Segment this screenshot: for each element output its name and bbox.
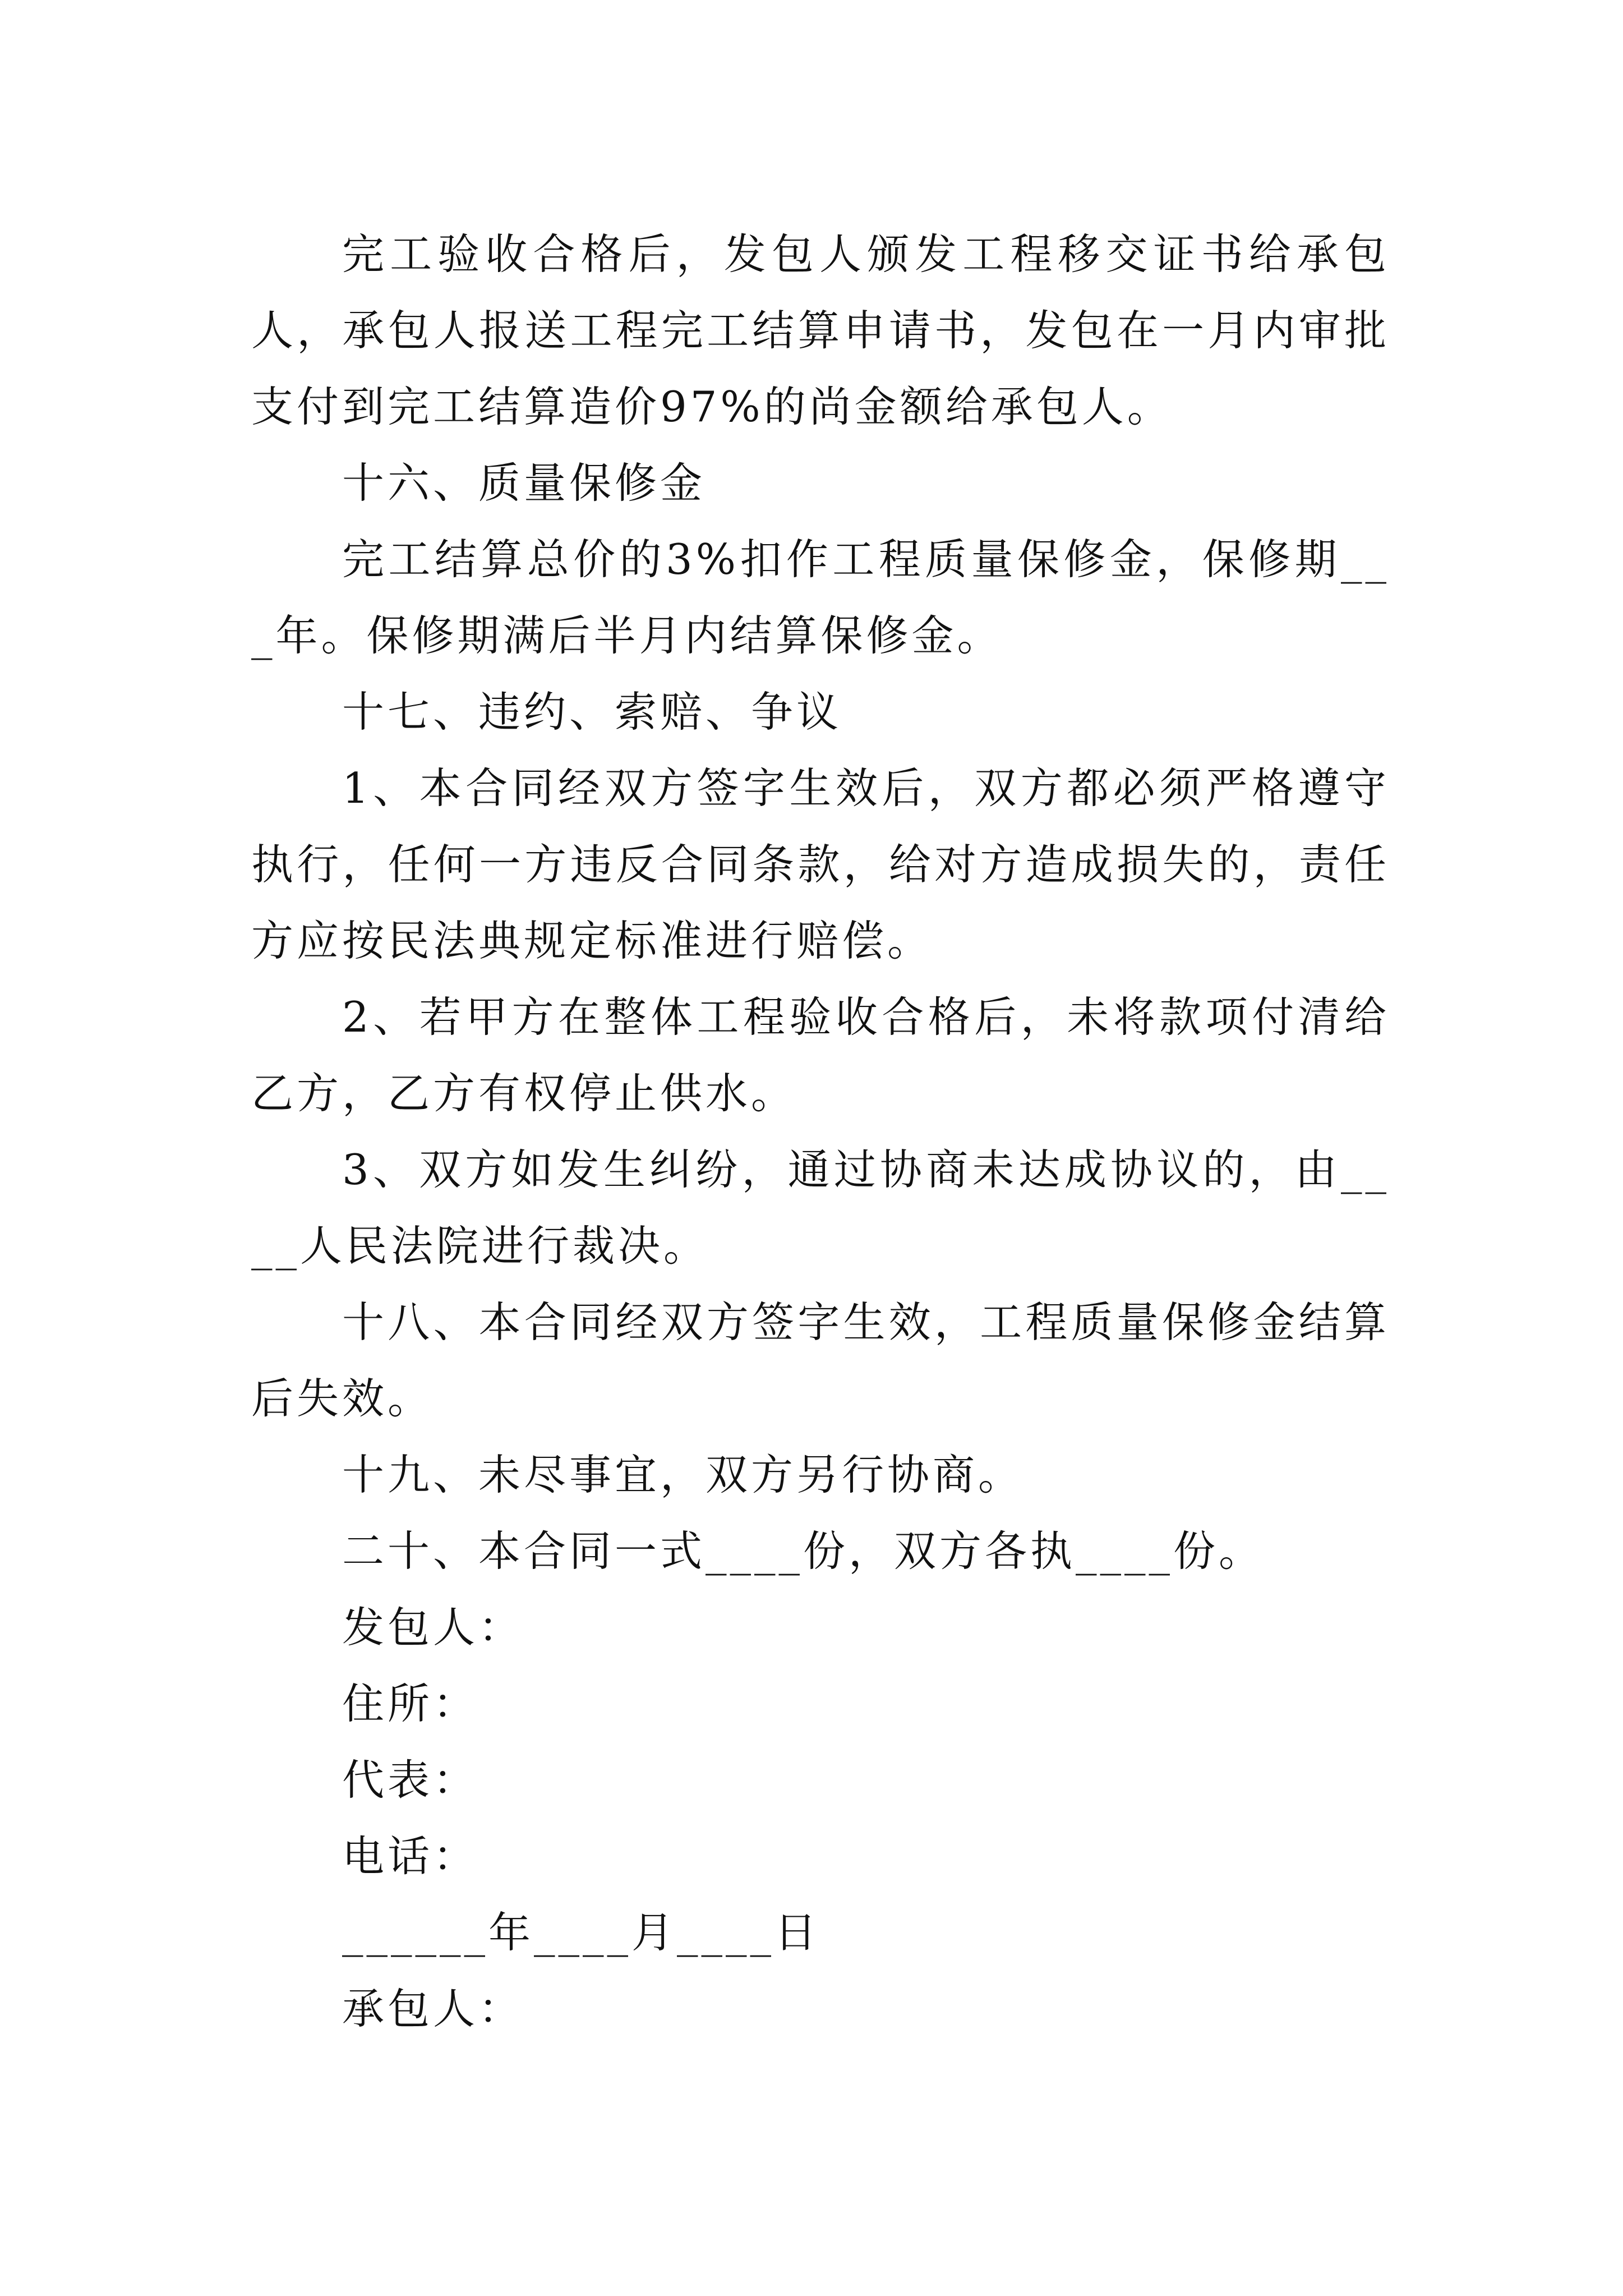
employer-label: 发包人： [342, 1603, 524, 1652]
paragraph-water-supply-suspension: 2、若甲方在整体工程验收合格后，未将款项付清给乙方，乙方有权停止供水。 [251, 992, 1390, 1118]
contract-text [251, 216, 1390, 2047]
paragraph-completion-payment: 完工验收合格后，发包人颁发工程移交证书给承包人，承包人报送工程完工结算申请书，发包在一月内审批支付到完工结算造价97%的尚金额给承包人。 [251, 229, 1390, 431]
phone-label: 电话： [342, 1832, 479, 1881]
paragraph-breach-compensation: 1、本合同经双方签字生效后，双方都必须严格遵守执行，任何一方违反合同条款，给对方造成损失的，责任方应按民法典规定标准进行赔偿。 [251, 763, 1390, 965]
paragraph-effectiveness: 十八、本合同经双方签字生效，工程质量保修金结算后失效。 [251, 1297, 1390, 1423]
address-label: 住所： [342, 1679, 479, 1728]
heading-breach-claims-disputes: 十七、违约、索赔、争议 [342, 687, 842, 737]
heading-quality-warranty: 十六、质量保修金 [342, 458, 706, 508]
paragraph-warranty-deposit: 完工结算总价的3%扣作工程质量保修金，保修期___年。保修期满后半月内结算保修金。 [251, 535, 1390, 660]
signature-block [251, 1589, 1390, 2047]
representative-label: 代表： [342, 1755, 479, 1805]
paragraph-copies: 二十、本合同一式____份，双方各执____份。 [342, 1526, 1265, 1576]
contractor-label: 承包人： [342, 1984, 524, 2033]
date-line: ______年____月____日 [342, 1908, 820, 1957]
paragraph-dispute-court: 3、双方如发生纠纷，通过协商未达成协议的，由____人民法院进行裁决。 [251, 1145, 1390, 1271]
paragraph-other-matters: 十九、未尽事宜，双方另行协商。 [342, 1450, 1024, 1499]
